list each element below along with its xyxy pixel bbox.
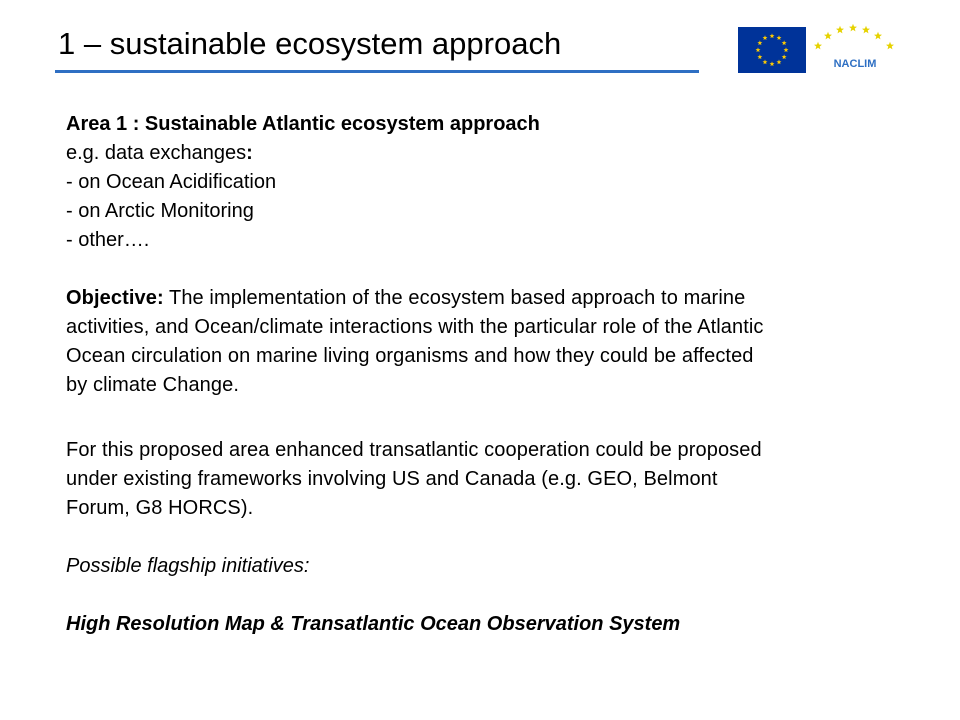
naclim-star-icon [824,32,832,40]
naclim-star-icon [836,26,844,34]
slide-body [66,110,906,639]
cooperation-line: For this proposed area enhanced transatlantic cooperation could be proposed [66,439,762,461]
cooperation-line: under existing frameworks involving US and Canada (e.g. GEO, Belmont [66,468,718,490]
eu-flag-icon [738,27,806,73]
slide-title: 1 – sustainable ecosystem approach [58,26,562,61]
cooperation-line: Forum, G8 HORCS). [66,497,254,519]
examples-intro: e.g. data exchanges: [66,142,253,164]
naclim-star-icon [814,42,822,50]
example-item: - other…. [66,229,150,251]
flagship-title: High Resolution Map & Transatlantic Ocean Observation System [66,613,681,635]
objective-line: Objective: The implementation of the ecosystem based approach to marine [66,287,746,309]
example-item: - on Ocean Acidification [66,171,277,193]
area-heading: Area 1 : Sustainable Atlantic ecosystem approach [66,113,540,135]
naclim-star-icon [862,26,870,34]
naclim-logo-text: NACLIM [833,58,877,70]
objective-line: by climate Change. [66,374,240,396]
naclim-logo [812,24,898,74]
naclim-star-icon [886,42,894,50]
objective-line: activities, and Ocean/climate interactions with the particular role of the Atlantic [66,316,764,338]
naclim-star-icon [849,24,857,31]
title-underline [55,70,699,73]
flagship-label: Possible flagship initiatives: [66,555,310,577]
naclim-star-icon [874,32,882,40]
example-item: - on Arctic Monitoring [66,200,254,222]
objective-line: Ocean circulation on marine living organisms and how they could be affected [66,345,754,367]
